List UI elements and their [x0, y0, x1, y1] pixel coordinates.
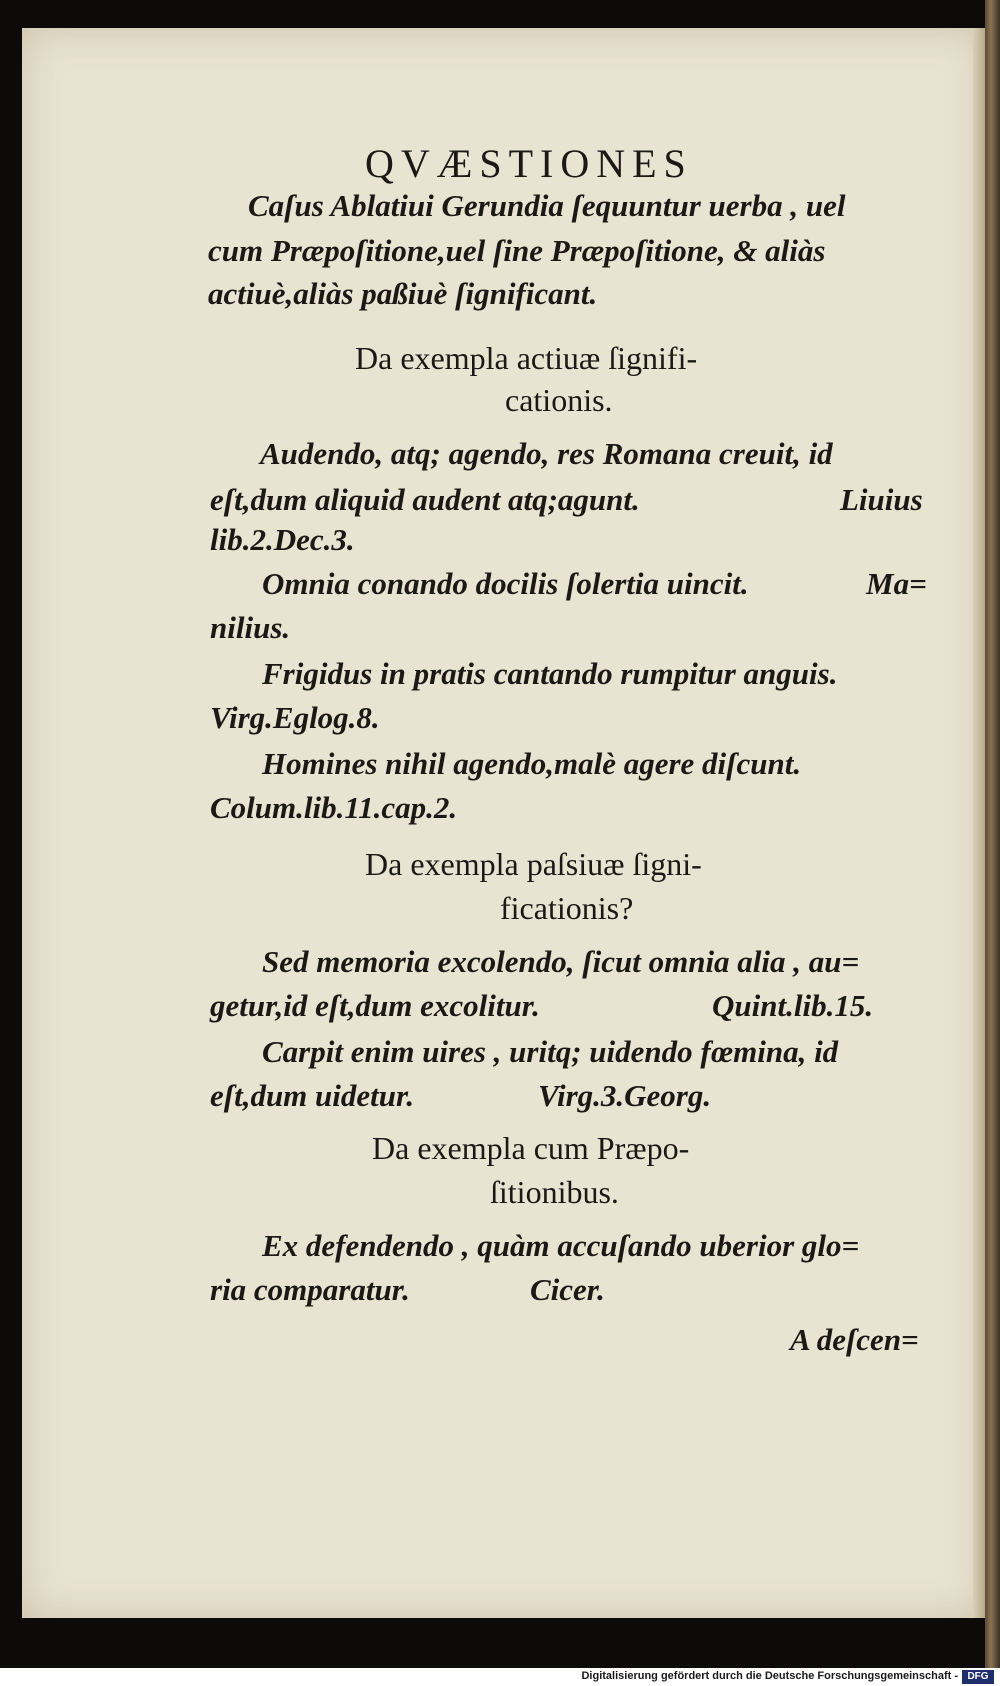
footer-credit: Digitalisierung gefördert durch die Deutsche Forschungsgemeinschaft -: [581, 1670, 958, 1682]
book-binding: [985, 0, 1000, 1686]
text-line: Caſus Ablatiui Gerundia ſequuntur uerba , uel: [248, 188, 846, 223]
text-line: Homines nihil agendo,malè agere diſcunt.: [262, 746, 802, 781]
running-head: QVÆSTIONES: [365, 141, 693, 186]
page-edge: [973, 28, 985, 1618]
text-line: eſt,dum uidetur.: [210, 1078, 415, 1113]
question-line: ſitionibus.: [490, 1174, 619, 1210]
text-line: cum Præpoſitione,uel ſine Præpoſitione, & aliàs: [208, 233, 826, 268]
catchword: A deſcen=: [790, 1322, 919, 1357]
question-line: ficationis?: [500, 890, 634, 926]
citation: nilius.: [210, 610, 291, 645]
citation: Cicer.: [530, 1272, 605, 1307]
text-line: getur,id eſt,dum excolitur.: [210, 988, 540, 1023]
dfg-logo: DFG: [962, 1670, 994, 1684]
question-line: Da exempla actiuæ ſignifi-: [355, 340, 698, 376]
text-line: actiuè,aliàs paßiuè ſignificant.: [208, 276, 598, 311]
text-line: Ex defendendo , quàm accuſando uberior glo=: [262, 1228, 860, 1263]
citation: Liuius: [840, 482, 923, 517]
text-line: ria comparatur.: [210, 1272, 410, 1307]
question-line: cationis.: [505, 382, 613, 418]
citation: Quint.lib.15.: [712, 988, 874, 1023]
citation: Virg.3.Georg.: [538, 1078, 712, 1113]
text-line: Carpit enim uires , uritq; uidendo fœmina, id: [262, 1034, 839, 1069]
citation: Colum.lib.11.cap.2.: [210, 790, 458, 825]
citation: Ma=: [866, 566, 927, 601]
text-line: Sed memoria excolendo, ſicut omnia alia , au=: [262, 944, 860, 979]
citation: lib.2.Dec.3.: [210, 522, 355, 557]
question-line: Da exempla paſsiuæ ſigni-: [365, 846, 702, 882]
question-line: Da exempla cum Præpo-: [372, 1130, 690, 1166]
text-line: eſt,dum aliquid audent atq;agunt.: [210, 482, 640, 517]
text-line: Frigidus in pratis cantando rumpitur anguis.: [262, 656, 838, 691]
text-line: Omnia conando docilis ſolertia uincit.: [262, 566, 749, 601]
text-line: Audendo, atq; agendo, res Romana creuit, id: [260, 436, 833, 471]
citation: Virg.Eglog.8.: [210, 700, 380, 735]
